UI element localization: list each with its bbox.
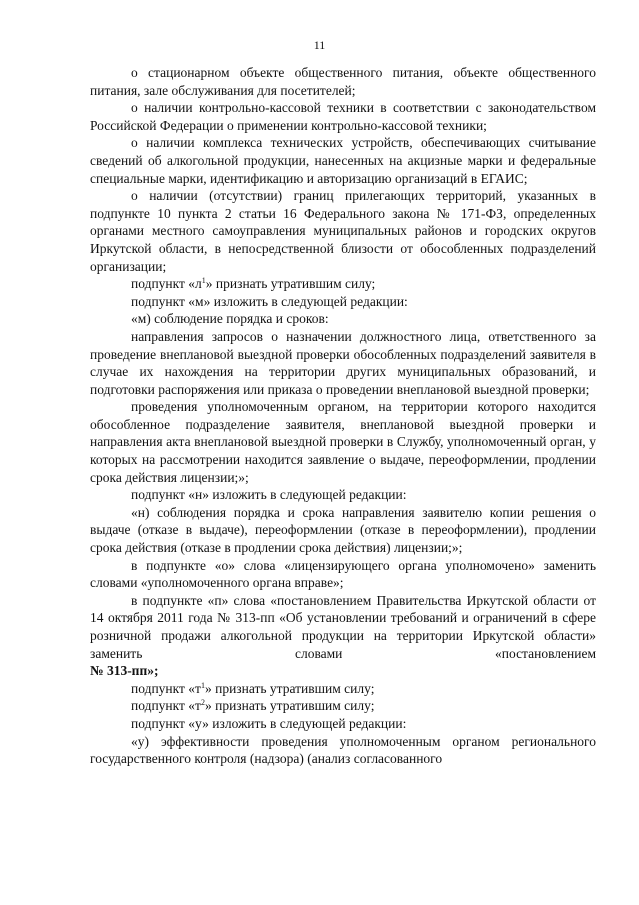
- paragraph: в подпункте «о» слова «лицензирующего органа уполномочено» заменить словами «уполномоченного органа вправе»;: [90, 557, 596, 591]
- paragraph: «у) эффективности проведения уполномоченным органом регионального государственного контроля (надзора) (анализ согласованного: [90, 733, 596, 767]
- paragraph: «м) соблюдение порядка и сроков:: [131, 311, 329, 327]
- paragraph: о наличии комплекса технических устройств, обеспечивающих считывание сведений об алкогольной продукции, нанесенных на акцизные марки и федеральные специальные марки, идентификацию и авторизацию организаций в ЕГАИС;: [90, 135, 596, 186]
- paragraph-t2-repealed: подпункт «$т^2$» признать утратившим силу;: [131, 698, 375, 714]
- paragraph: подпункт «у» изложить в следующей редакции:: [131, 715, 407, 731]
- paragraph: подпункт «н» изложить в следующей редакции:: [131, 487, 407, 503]
- page-number: 11: [313, 38, 326, 52]
- paragraph-t1-repealed: подпункт «$т^1$» признать утратившим силу;: [131, 680, 375, 696]
- paragraph: № 313-пп»;: [90, 663, 159, 679]
- paragraph: о наличии контрольно-кассовой техники в соответствии с законодательством Российской Федерации о применении контрольно-кассовой техники;: [90, 100, 596, 133]
- paragraph: «н) соблюдения порядка и срока направления заявителю копии решения о выдаче (отказе в выдаче), переоформлении (отказе в переоформлении), продлении срока действия (отказе в продлении срока действия) лицензии;»;: [90, 504, 596, 556]
- paragraph: направления запросов о назначении должностного лица, ответственного за проведение внеплановой выездной проверки обособленных подразделений заявителя в случае их нахождения на территории других муниципальных образований, и подготовки распоряжения или приказа о проведении внеплановой выездной проверки;: [90, 328, 596, 397]
- paragraph: подпункт «м» изложить в следующей редакции:: [131, 293, 408, 309]
- paragraph-l1-repealed: подпункт «$л^1$» признать утратившим силу;: [131, 276, 376, 292]
- paragraph: проведения уполномоченным органом, на территории которого находится обособленное подразделение заявителя, внеплановой выездной проверки и направления акта внеплановой выездной проверки в Службу, уполномоченный орган, у которых на рассмотрении находится заявление о выдаче, переоформлении, продлении срока действия лицензии;»;: [90, 399, 596, 485]
- paragraph: о стационарном объекте общественного питания, объекте общественного питания, зале обслуживания для посетителей;: [90, 65, 596, 98]
- paragraph: в подпункте «п» слова «постановлением Правительства Иркутской области от 14 октября 2011 года № 313-пп «Об установлении требований и ограничений в сфере розничной продажи алкогольной продукции на территории Иркутской области» заменить словами «постановлением: [90, 592, 596, 661]
- paragraph: о наличии (отсутствии) границ прилегающих территорий, указанных в подпункте 10 пункта 2 статьи 16 Федерального закона № 171-ФЗ, определенных органами местного самоуправления муниципальных районов и городских округов Иркутской области, в непосредственной близости от обособленных подразделений организации;: [90, 188, 596, 274]
- document-body: [90, 64, 596, 768]
